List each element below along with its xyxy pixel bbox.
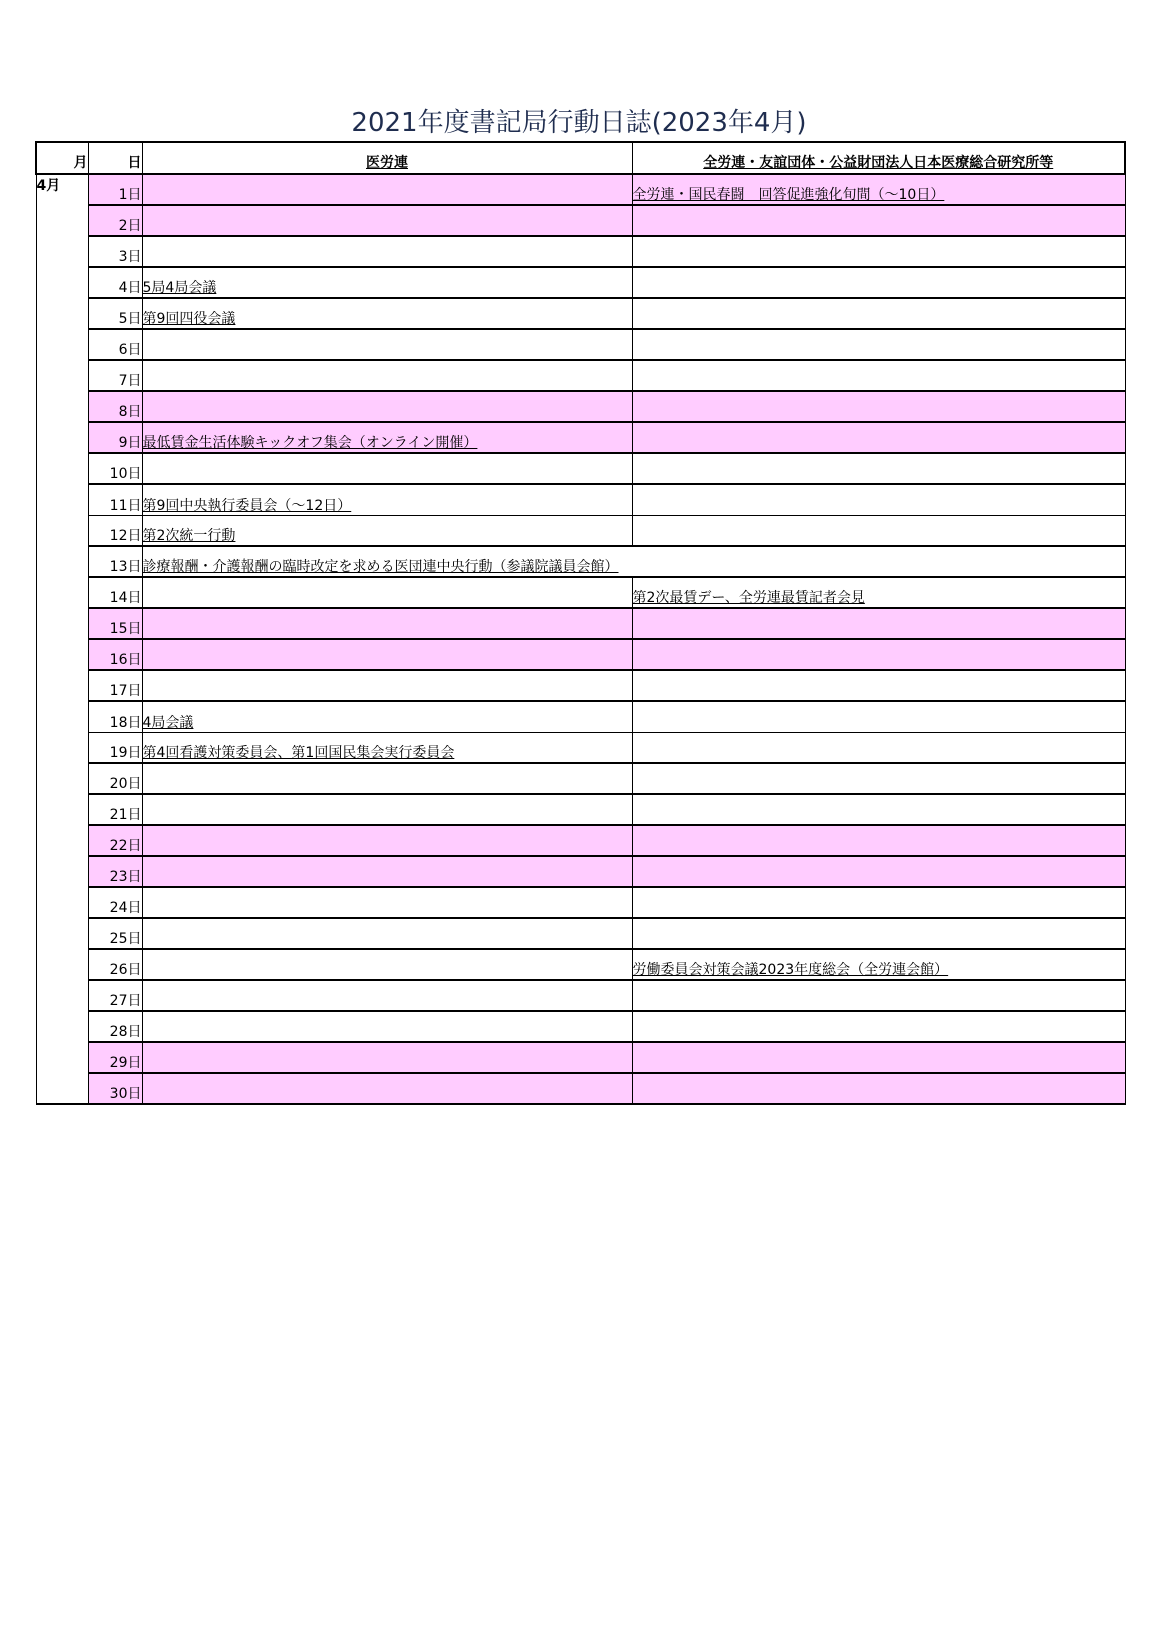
iroren-event-cell <box>142 1073 632 1104</box>
iroren-event-cell <box>142 887 632 918</box>
page-title: 2021年度書記局行動日誌(2023年4月) <box>351 108 807 138</box>
zenroren-event-cell <box>632 918 1125 949</box>
iroren-event-cell <box>142 174 632 205</box>
table-header-row <box>36 142 1125 174</box>
schedule-body <box>36 174 1125 1104</box>
iroren-event-cell <box>142 1011 632 1042</box>
zenroren-event-cell: 全労連・国民春闘 回答促進強化旬間（～10日） <box>632 174 1125 205</box>
table-row <box>36 205 1125 236</box>
day-cell: 7日 <box>88 360 142 391</box>
zenroren-event-cell <box>632 1011 1125 1042</box>
table-row <box>36 763 1125 794</box>
table-row <box>36 329 1125 360</box>
month-cell: 4月 <box>36 174 88 1104</box>
zenroren-event-cell <box>632 484 1125 515</box>
zenroren-event-cell <box>632 763 1125 794</box>
header-month: 月 <box>36 142 88 174</box>
day-cell: 18日 <box>88 701 142 732</box>
table-row <box>36 1011 1125 1042</box>
day-cell: 22日 <box>88 825 142 856</box>
day-cell: 20日 <box>88 763 142 794</box>
day-cell: 17日 <box>88 670 142 701</box>
table-row <box>36 639 1125 670</box>
day-cell: 25日 <box>88 918 142 949</box>
table-row <box>36 794 1125 825</box>
day-cell: 23日 <box>88 856 142 887</box>
zenroren-event-cell <box>632 267 1125 298</box>
day-cell: 6日 <box>88 329 142 360</box>
header-iroren: 医労連 <box>142 142 632 174</box>
day-cell: 30日 <box>88 1073 142 1104</box>
zenroren-event-cell <box>632 670 1125 701</box>
iroren-event-cell <box>142 577 632 608</box>
zenroren-event-cell <box>632 887 1125 918</box>
header-zenroren: 全労連・友誼団体・公益財団法人日本医療総合研究所等 <box>632 142 1125 174</box>
iroren-event-cell <box>142 856 632 887</box>
table-row <box>36 267 1125 298</box>
table-row <box>36 174 1125 205</box>
iroren-event-cell <box>142 763 632 794</box>
table-row <box>36 236 1125 267</box>
table-row <box>36 484 1125 515</box>
table-row <box>36 1073 1125 1104</box>
iroren-event-cell <box>142 639 632 670</box>
iroren-event-cell <box>142 825 632 856</box>
day-cell: 12日 <box>88 515 142 546</box>
day-cell: 19日 <box>88 732 142 763</box>
table-row <box>36 918 1125 949</box>
zenroren-event-cell <box>632 856 1125 887</box>
table-row <box>36 546 1125 577</box>
zenroren-event-cell <box>632 639 1125 670</box>
iroren-event-cell <box>142 794 632 825</box>
zenroren-event-cell <box>632 391 1125 422</box>
zenroren-event-cell: 第2次最賃デー、全労連最賃記者会見 <box>632 577 1125 608</box>
iroren-event-cell <box>142 391 632 422</box>
zenroren-event-cell <box>632 515 1125 546</box>
zenroren-event-cell <box>632 732 1125 763</box>
day-cell: 4日 <box>88 267 142 298</box>
day-cell: 13日 <box>88 546 142 577</box>
day-cell: 8日 <box>88 391 142 422</box>
zenroren-event-cell <box>632 236 1125 267</box>
zenroren-event-cell <box>632 422 1125 453</box>
iroren-event-cell <box>142 453 632 484</box>
table-row <box>36 298 1125 329</box>
day-cell: 3日 <box>88 236 142 267</box>
day-cell: 10日 <box>88 453 142 484</box>
day-cell: 14日 <box>88 577 142 608</box>
table-row <box>36 949 1125 980</box>
table-row <box>36 701 1125 732</box>
day-cell: 15日 <box>88 608 142 639</box>
iroren-event-cell <box>142 360 632 391</box>
iroren-event-cell: 第9回四役会議 <box>142 298 632 329</box>
schedule-table <box>35 141 1126 1105</box>
table-row <box>36 515 1125 546</box>
table-row <box>36 856 1125 887</box>
table-row <box>36 422 1125 453</box>
table-row <box>36 887 1125 918</box>
zenroren-event-cell <box>632 794 1125 825</box>
day-cell: 11日 <box>88 484 142 515</box>
zenroren-event-cell <box>632 1073 1125 1104</box>
table-row <box>36 1042 1125 1073</box>
day-cell: 27日 <box>88 980 142 1011</box>
zenroren-event-cell <box>632 701 1125 732</box>
day-cell: 16日 <box>88 639 142 670</box>
iroren-event-cell <box>142 949 632 980</box>
iroren-event-cell: 診療報酬・介護報酬の臨時改定を求める医団連中央行動（参議院議員会館） <box>142 546 1125 577</box>
zenroren-event-cell <box>632 1042 1125 1073</box>
zenroren-event-cell <box>632 329 1125 360</box>
day-cell: 28日 <box>88 1011 142 1042</box>
day-cell: 29日 <box>88 1042 142 1073</box>
iroren-event-cell: 第9回中央執行委員会（～12日） <box>142 484 632 515</box>
zenroren-event-cell <box>632 453 1125 484</box>
iroren-event-cell <box>142 236 632 267</box>
zenroren-event-cell <box>632 980 1125 1011</box>
table-row <box>36 608 1125 639</box>
table-row <box>36 670 1125 701</box>
iroren-event-cell <box>142 980 632 1011</box>
iroren-event-cell: 5局4局会議 <box>142 267 632 298</box>
iroren-event-cell <box>142 205 632 236</box>
iroren-event-cell: 第4回看護対策委員会、第1回国民集会実行委員会 <box>142 732 632 763</box>
iroren-event-cell: 最低賃金生活体験キックオフ集会（オンライン開催） <box>142 422 632 453</box>
table-row <box>36 825 1125 856</box>
iroren-event-cell <box>142 918 632 949</box>
table-row <box>36 980 1125 1011</box>
table-row <box>36 732 1125 763</box>
table-row <box>36 453 1125 484</box>
zenroren-event-cell <box>632 205 1125 236</box>
iroren-event-cell <box>142 1042 632 1073</box>
zenroren-event-cell <box>632 298 1125 329</box>
day-cell: 5日 <box>88 298 142 329</box>
day-cell: 26日 <box>88 949 142 980</box>
table-row <box>36 577 1125 608</box>
day-cell: 2日 <box>88 205 142 236</box>
table-row <box>36 391 1125 422</box>
iroren-event-cell <box>142 608 632 639</box>
zenroren-event-cell <box>632 825 1125 856</box>
iroren-event-cell <box>142 329 632 360</box>
day-cell: 21日 <box>88 794 142 825</box>
zenroren-event-cell <box>632 608 1125 639</box>
day-cell: 24日 <box>88 887 142 918</box>
zenroren-event-cell: 労働委員会対策会議2023年度総会（全労連会館） <box>632 949 1125 980</box>
iroren-event-cell: 第2次統一行動 <box>142 515 632 546</box>
day-cell: 9日 <box>88 422 142 453</box>
table-row <box>36 360 1125 391</box>
zenroren-event-cell <box>632 360 1125 391</box>
header-day: 日 <box>88 142 142 174</box>
iroren-event-cell: 4局会議 <box>142 701 632 732</box>
day-cell: 1日 <box>88 174 142 205</box>
iroren-event-cell <box>142 670 632 701</box>
